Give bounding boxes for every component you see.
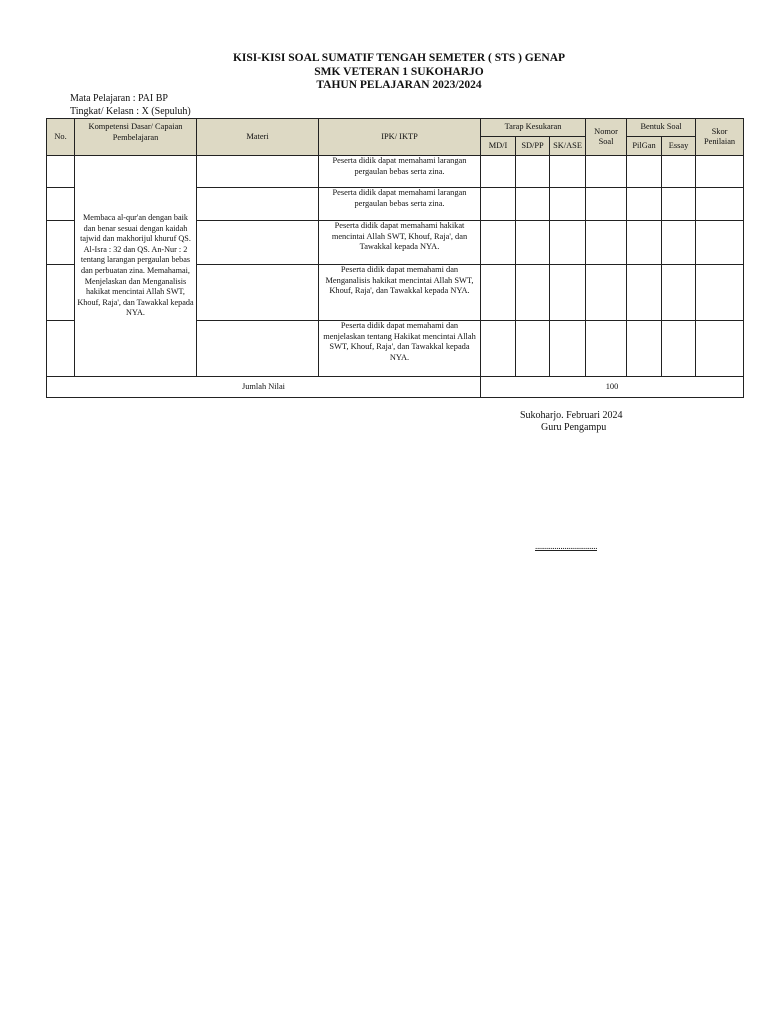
cell-no <box>47 321 75 377</box>
cell-essay <box>662 188 696 221</box>
header-md: MD/I <box>481 137 516 156</box>
title-line-1: KISI-KISI SOAL SUMATIF TENGAH SEMETER ( STS ) GENAP <box>232 52 566 64</box>
document-title <box>0 52 768 93</box>
title-line-3: TAHUN PELAJARAN 2023/2024 <box>316 79 482 91</box>
cell-nomor <box>586 221 627 265</box>
cell-md <box>481 156 516 188</box>
header-no: No. <box>47 119 75 156</box>
signature-place-date: Sukoharjo. Februari 2024 <box>520 410 623 421</box>
table-row <box>47 156 744 188</box>
total-label: Jumlah Nilai <box>47 377 481 398</box>
cell-sd <box>516 265 550 321</box>
cell-skor <box>696 265 744 321</box>
cell-no <box>47 221 75 265</box>
signature-line: ................................ <box>535 541 598 551</box>
cell-md <box>481 265 516 321</box>
cell-essay <box>662 221 696 265</box>
grade-line: Tingkat/ Kelasn : X (Sepuluh) <box>70 106 191 117</box>
cell-materi <box>197 321 319 377</box>
cell-pilgan <box>627 265 662 321</box>
cell-skor <box>696 188 744 221</box>
cell-materi <box>197 221 319 265</box>
cell-materi <box>197 265 319 321</box>
cell-nomor <box>586 321 627 377</box>
cell-sd <box>516 321 550 377</box>
cell-sk <box>550 188 586 221</box>
cell-nomor <box>586 188 627 221</box>
cell-sd <box>516 221 550 265</box>
cell-pilgan <box>627 321 662 377</box>
cell-sd <box>516 156 550 188</box>
total-value: 100 <box>481 377 744 398</box>
total-row <box>47 377 744 398</box>
ipk-cell: Peserta didik dapat memahami dan menjelaskan tentang Hakikat mencintai Allah SWT, Khouf, Raja', dan Tawakkal kepada NYA. <box>319 321 481 377</box>
ipk-cell: Peserta didik dapat memahami dan Menganalisis hakikat mencintai Allah SWT, Khouf, Raja', dan Tawakkal kepada NYA. <box>319 265 481 321</box>
kisi-kisi-table <box>46 118 744 398</box>
header-pilgan: PilGan <box>627 137 662 156</box>
cell-essay <box>662 156 696 188</box>
signature-role: Guru Pengampu <box>541 422 607 433</box>
ipk-cell: Peserta didik dapat memahami larangan pergaulan bebas serta zina. <box>319 188 481 221</box>
cell-sk <box>550 321 586 377</box>
cell-md <box>481 221 516 265</box>
cell-no <box>47 156 75 188</box>
header-bentuk: Bentuk Soal <box>627 119 696 137</box>
cell-pilgan <box>627 156 662 188</box>
cell-materi <box>197 188 319 221</box>
cell-no <box>47 188 75 221</box>
cell-sk <box>550 265 586 321</box>
cell-nomor <box>586 265 627 321</box>
cell-essay <box>662 321 696 377</box>
ipk-cell: Peserta didik dapat memahami hakikat mencintai Allah SWT, Khouf, Raja', dan Tawakkal kepada NYA. <box>319 221 481 265</box>
cell-pilgan <box>627 188 662 221</box>
header-sd: SD/PP <box>516 137 550 156</box>
cell-no <box>47 265 75 321</box>
cell-essay <box>662 265 696 321</box>
cell-materi <box>197 156 319 188</box>
header-ipk: IPK/ IKTP <box>319 119 481 156</box>
header-skor: Skor Penilaian <box>696 119 744 156</box>
subject-line: Mata Pelajaran : PAI BP <box>70 93 168 104</box>
header-kd: Kompetensi Dasar/ Capaian Pembelajaran <box>75 119 197 156</box>
cell-sk <box>550 221 586 265</box>
cell-pilgan <box>627 221 662 265</box>
cell-sd <box>516 188 550 221</box>
title-line-2: SMK VETERAN 1 SUKOHARJO <box>314 65 484 78</box>
cell-md <box>481 321 516 377</box>
header-essay: Essay <box>662 137 696 156</box>
header-sk: SK/ASE <box>550 137 586 156</box>
ipk-cell: Peserta didik dapat memahami larangan pergaulan bebas serta zina. <box>319 156 481 188</box>
kd-cell: Membaca al-qur'an dengan baik dan benar sesuai dengan kaidah tajwid dan makhorijul khuruf QS. Al-Isra : 32 dan QS. An-Nur : 2 tentang larangan pergaulan bebas dan perbuatan zina. Memahamai, Menjelaskan dan Menganalisis hakikat mencintai Allah SWT, Khouf, Raja', dan Tawakkal kepada NYA. <box>75 156 197 377</box>
cell-md <box>481 188 516 221</box>
cell-nomor <box>586 156 627 188</box>
cell-skor <box>696 156 744 188</box>
header-tarap: Tarap Kesukaran <box>481 119 586 137</box>
cell-skor <box>696 321 744 377</box>
header-materi: Materi <box>197 119 319 156</box>
cell-skor <box>696 221 744 265</box>
cell-sk <box>550 156 586 188</box>
header-nomor: Nomor Soal <box>586 119 627 156</box>
